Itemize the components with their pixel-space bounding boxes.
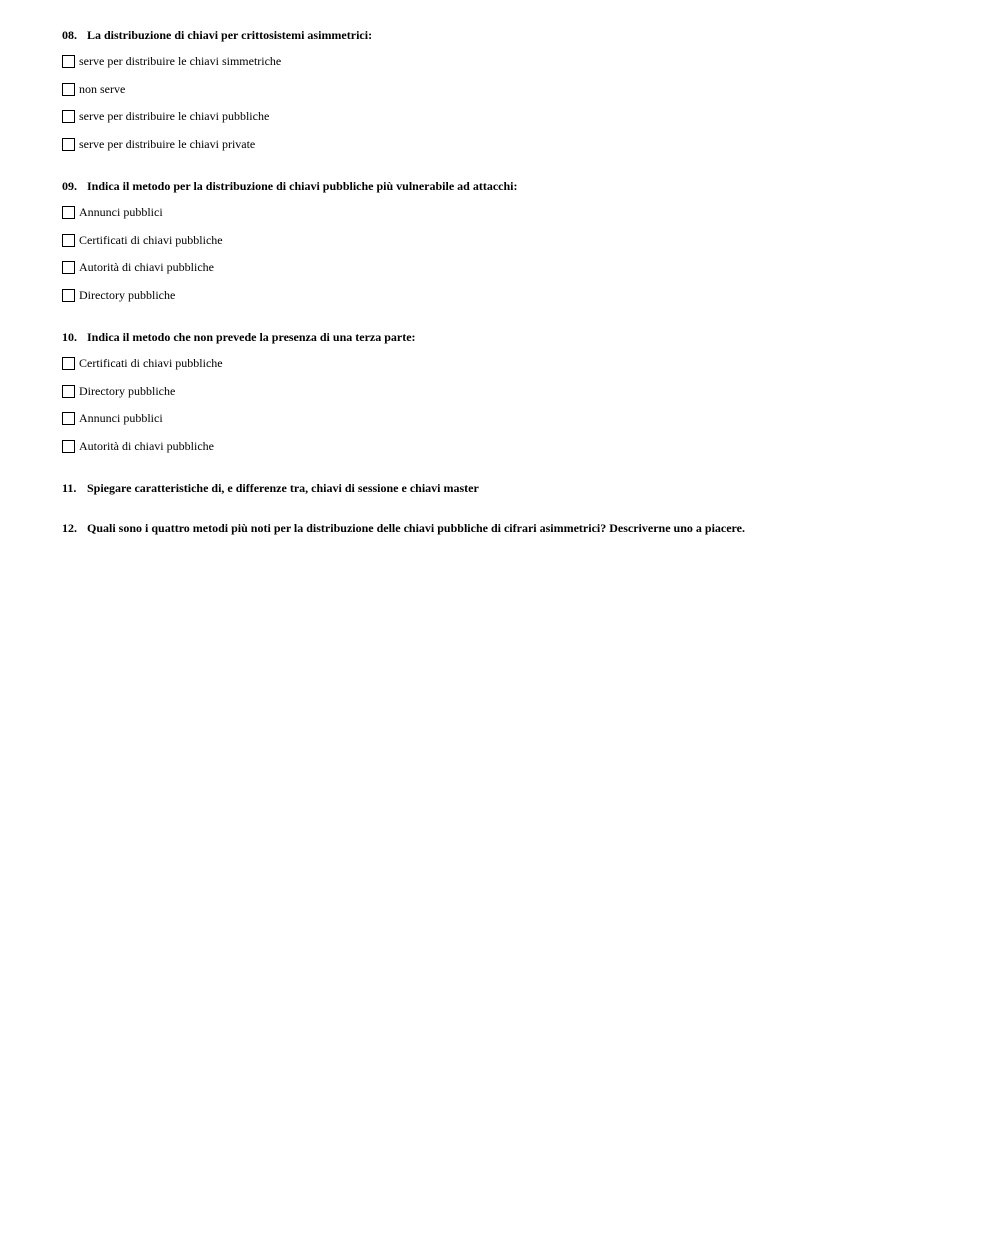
question-title (62, 329, 960, 345)
option-item[interactable] (62, 108, 960, 125)
checkbox[interactable] (62, 138, 75, 151)
checkbox[interactable] (62, 289, 75, 302)
option-item[interactable] (62, 383, 960, 400)
checkbox[interactable] (62, 234, 75, 247)
checkbox[interactable] (62, 440, 75, 453)
options-list (62, 53, 960, 153)
option-label: Autorità di chiavi pubbliche (79, 260, 214, 275)
question-number: 08. (62, 28, 77, 42)
question-number: 09. (62, 179, 77, 193)
option-label: non serve (79, 81, 126, 96)
option-label: Directory pubbliche (79, 383, 176, 398)
option-item[interactable] (62, 259, 960, 276)
question-title (62, 178, 960, 194)
option-label: Certificati di chiavi pubbliche (79, 232, 223, 247)
option-label: Autorità di chiavi pubbliche (79, 438, 214, 453)
question-text: Indica il metodo per la distribuzione di chiavi pubbliche più vulnerabile ad attacchi: (87, 179, 518, 193)
question-09 (62, 178, 960, 304)
option-item[interactable] (62, 287, 960, 304)
question-text: Quali sono i quattro metodi più noti per la distribuzione delle chiavi pubbliche di cifrari asimmetrici? Descriverne uno a piacere. (87, 521, 745, 535)
checkbox[interactable] (62, 55, 75, 68)
checkbox[interactable] (62, 357, 75, 370)
option-item[interactable] (62, 410, 960, 427)
option-label: serve per distribuire le chiavi private (79, 136, 256, 151)
option-item[interactable] (62, 81, 960, 98)
checkbox[interactable] (62, 83, 75, 96)
option-item[interactable] (62, 438, 960, 455)
question-12 (62, 520, 960, 536)
option-item[interactable] (62, 136, 960, 153)
option-label: Certificati di chiavi pubbliche (79, 356, 223, 370)
option-label: serve per distribuire le chiavi simmetriche (79, 54, 282, 68)
question-number: 11. (62, 481, 77, 495)
question-text: La distribuzione di chiavi per crittosistemi asimmetrici: (87, 28, 373, 42)
checkbox[interactable] (62, 261, 75, 274)
question-11 (62, 480, 960, 496)
question-08 (62, 27, 960, 153)
question-text: Spiegare caratteristiche di, e differenze tra, chiavi di sessione e chiavi master (87, 481, 479, 495)
option-label: Annunci pubblici (79, 205, 163, 219)
question-10 (62, 329, 960, 455)
question-number: 12. (62, 521, 77, 535)
option-label: Annunci pubblici (79, 411, 163, 426)
checkbox[interactable] (62, 110, 75, 123)
option-label: Directory pubbliche (79, 287, 176, 302)
option-item[interactable] (62, 355, 960, 372)
options-list (62, 355, 960, 455)
question-title (62, 27, 960, 43)
question-text: Indica il metodo che non prevede la presenza di una terza parte: (87, 330, 416, 344)
question-number: 10. (62, 330, 77, 344)
checkbox[interactable] (62, 412, 75, 425)
option-item[interactable] (62, 232, 960, 249)
checkbox[interactable] (62, 206, 75, 219)
checkbox[interactable] (62, 385, 75, 398)
question-title (62, 480, 960, 496)
options-list (62, 204, 960, 304)
option-item[interactable] (62, 53, 960, 70)
question-title (62, 520, 960, 536)
option-label: serve per distribuire le chiavi pubbliche (79, 109, 270, 124)
option-item[interactable] (62, 204, 960, 221)
